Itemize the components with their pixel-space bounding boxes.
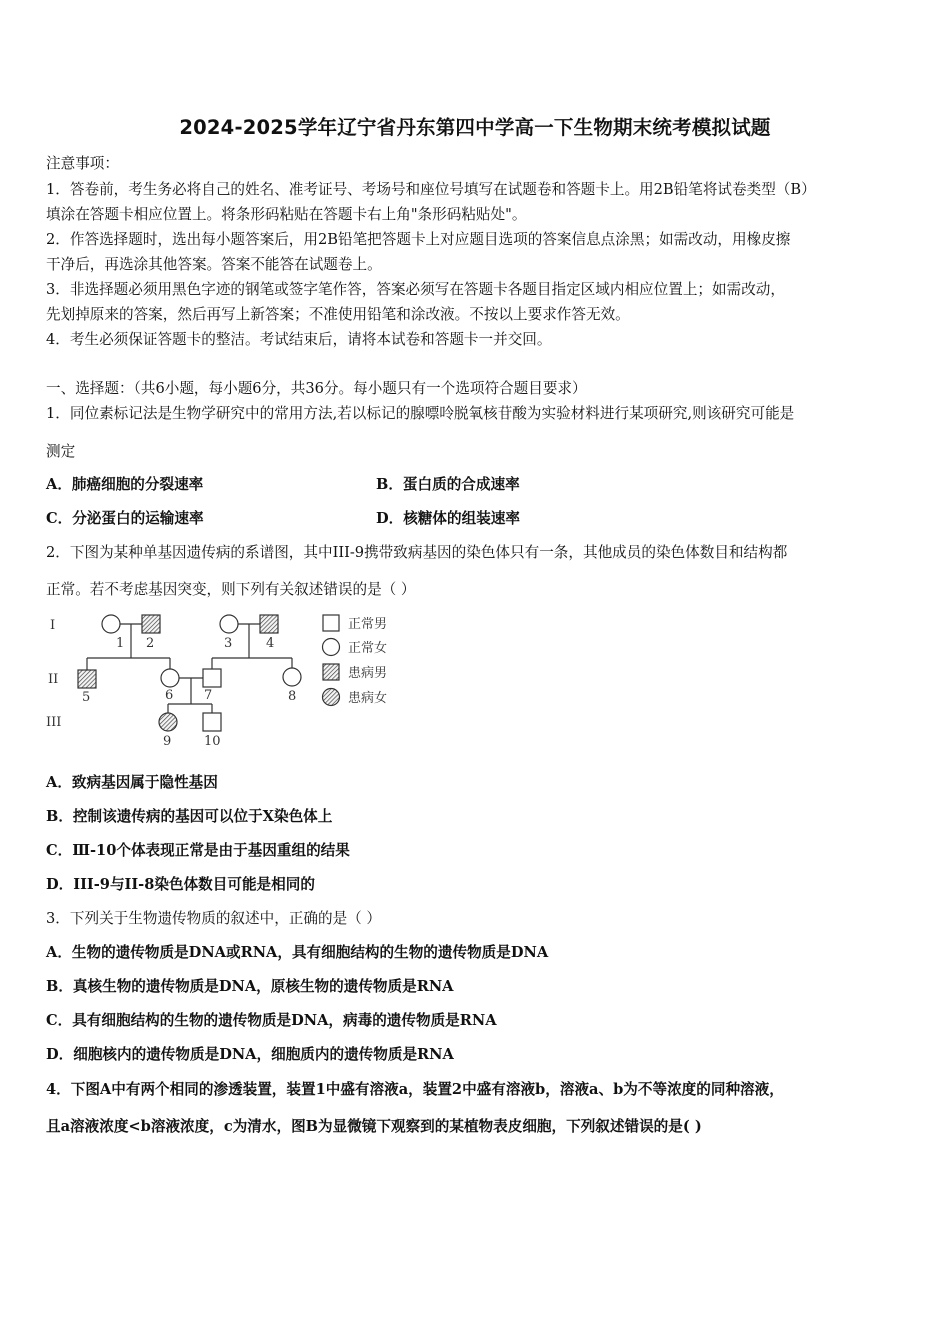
notice-heading: 注意事项： <box>46 155 119 172</box>
question-1-stem: 1．同位素标记法是生物学研究中的常用方法,若以标记的腺嘌呤脱氧核苷酸为实验材料进行某项研究,则该研究可能是 <box>46 405 795 422</box>
individual-label: 1 <box>116 636 125 651</box>
individual-label: 9 <box>163 734 172 749</box>
legend-label: 患病男 <box>348 666 388 681</box>
generation-label: III <box>46 715 62 730</box>
section-heading: 一、选择题：（共6小题，每小题6分，共36分。每小题只有一个选项符合题目要求） <box>46 380 587 397</box>
q2-option-a: A．致病基因属于隐性基因 <box>46 774 218 791</box>
q1-option-d: D．核糖体的组装速率 <box>376 510 521 527</box>
individual-label: 10 <box>204 734 221 749</box>
individual-5 <box>78 670 96 688</box>
individual-6 <box>161 669 179 687</box>
individual-label: 6 <box>165 688 174 703</box>
question-2-stem: 2．下图为某种单基因遗传病的系谱图，其中III-9携带致病基因的染色体只有一条，其他成员的染色体数目和结构都 <box>46 544 788 561</box>
notice-line: 2．作答选择题时，选出每小题答案后，用2B铅笔把答题卡上对应题目选项的答案信息点涂黑；如需改动，用橡皮擦 <box>46 231 791 248</box>
q3-option-d: D．细胞核内的遗传物质是DNA，细胞质内的遗传物质是RNA <box>46 1046 454 1063</box>
individual-3 <box>220 615 238 633</box>
question-4-stem-cont: 且a溶液浓度<b溶液浓度，c为清水，图B为显微镜下观察到的某植物表皮细胞，下列叙述错误的是( ) <box>46 1118 702 1135</box>
legend-label: 患病女 <box>348 691 388 706</box>
legend-symbol-affected-female <box>323 689 340 706</box>
notice-line: 1．答卷前，考生务必将自己的姓名、准考证号、考场号和座位号填写在试题卷和答题卡上。用2B铅笔将试卷类型（B） <box>46 181 816 198</box>
legend-symbol-affected-male <box>323 664 339 680</box>
individual-10 <box>203 713 221 731</box>
q1-option-a: A．肺癌细胞的分裂速率 <box>46 476 204 493</box>
question-1-stem-cont: 测定 <box>46 443 76 460</box>
notice-line: 4．考生必须保证答题卡的整洁。考试结束后，请将本试卷和答题卡一并交回。 <box>46 331 552 348</box>
legend-symbol-normal-female <box>323 639 340 656</box>
pedigree-diagram <box>40 606 420 756</box>
notice-line: 干净后，再选涂其他答案。答案不能答在试题卷上。 <box>46 256 382 273</box>
q1-option-c: C．分泌蛋白的运输速率 <box>46 510 204 527</box>
individual-8 <box>283 668 301 686</box>
individual-4 <box>260 615 278 633</box>
q2-option-b: B．控制该遗传病的基因可以位于X染色体上 <box>46 808 333 825</box>
q1-option-b: B．蛋白质的合成速率 <box>376 476 520 493</box>
notice-line: 3．非选择题必须用黑色字迹的钢笔或签字笔作答，答案必须写在答题卡各题目指定区域内相应位置上；如需改动， <box>46 281 785 298</box>
legend-label: 正常男 <box>348 617 388 632</box>
individual-label: 7 <box>204 688 213 703</box>
legend-label: 正常女 <box>348 641 388 656</box>
individual-label: 4 <box>266 636 275 651</box>
question-3-stem: 3．下列关于生物遗传物质的叙述中，正确的是（ ） <box>46 910 381 927</box>
individual-9 <box>159 713 177 731</box>
q2-option-c: C．Ⅲ-10个体表现正常是由于基因重组的结果 <box>46 842 350 859</box>
notice-line: 先划掉原来的答案，然后再写上新答案；不准使用铅笔和涂改液。不按以上要求作答无效。 <box>46 306 630 323</box>
q3-option-c: C．具有细胞结构的生物的遗传物质是DNA，病毒的遗传物质是RNA <box>46 1012 497 1029</box>
individual-7 <box>203 669 221 687</box>
notice-line: 填涂在答题卡相应位置上。将条形码粘贴在答题卡右上角"条形码粘贴处"。 <box>46 206 527 223</box>
page-title: 2024-2025学年辽宁省丹东第四中学高一下生物期末统考模拟试题 <box>179 116 771 139</box>
q2-option-d: D．III-9与II-8染色体数目可能是相同的 <box>46 876 315 893</box>
individual-label: 8 <box>288 689 297 704</box>
individual-label: 2 <box>146 636 155 651</box>
q3-option-b: B．真核生物的遗传物质是DNA，原核生物的遗传物质是RNA <box>46 978 454 995</box>
q3-option-a: A．生物的遗传物质是DNA或RNA，具有细胞结构的生物的遗传物质是DNA <box>46 944 549 961</box>
individual-label: 3 <box>224 636 233 651</box>
generation-label: II <box>48 672 59 687</box>
legend-symbol-normal-male <box>323 615 339 631</box>
generation-label: I <box>50 618 56 633</box>
individual-2 <box>142 615 160 633</box>
question-2-stem-cont: 正常。若不考虑基因突变，则下列有关叙述错误的是（ ） <box>46 581 416 598</box>
individual-1 <box>102 615 120 633</box>
question-4-stem: 4．下图A中有两个相同的渗透装置，装置1中盛有溶液a，装置2中盛有溶液b，溶液a、b为不等浓度的同种溶液， <box>46 1081 784 1098</box>
individual-label: 5 <box>82 690 91 705</box>
